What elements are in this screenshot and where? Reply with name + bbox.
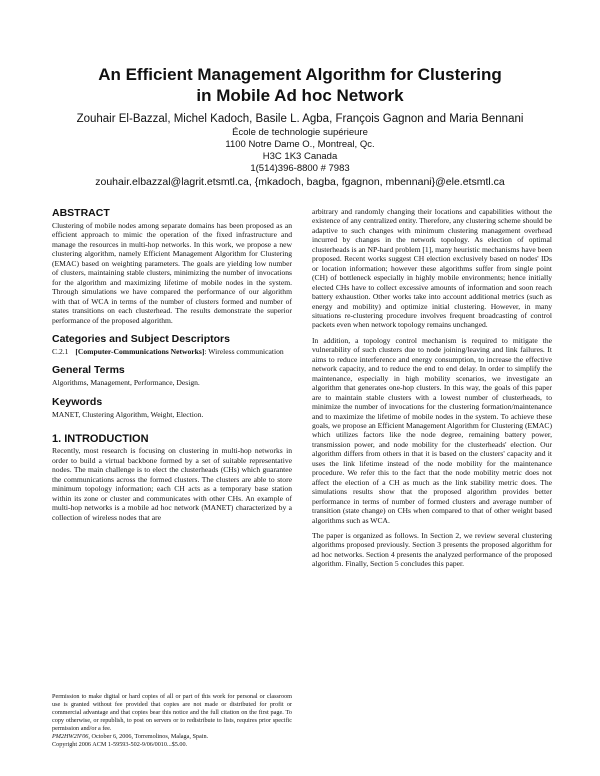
abstract-text: Clustering of mobile nodes among separate domains has been proposed as an efficient approach to mimic the operation of the fixed infrastructure and manage the resources in multi-hop networks. In this work, we propose a new clustering algorithm, namely Efficient Management Algorithm for Clustering (EMAC) based on weighting parameters. The goals are yielding low number of clusters, maintaining stable clusters, minimizing the number of invocations for the algorithm and maximizing lifetime of mobile nodes in the system. Through simulations we have compared the performance of our algorithm with that of WCA in terms of the number of clusters formed and number of states transitions on each clusterhead. The results demonstrate the superior performance of the proposed algorithm. bbox=[52, 221, 292, 325]
intro-paragraph-2: In addition, a topology control mechanism is required to mitigate the vulnerability of such clusters due to node joining/leaving and link failures. It aims to reduce interference and energy consumption, to increase the effective network capacity, and to reduce the end to end delay. In order to simplify the maintenance, especially in high mobility scenarios, we investigate an algorithm that generates one-hop clusters. In this way, the goals of this paper are to maintain stable clusters with a lowest number of clusterheads, to minimize the number of invocations for the clustering formation/maintenance and to maximize the lifetime of mobile nodes in the system. To achieve these goals, we propose an Efficient Management Algorithm for Clustering (EMAC) which utilizes factors like the node degree, remaining battery power, transmission power, and node mobility for the clusterheads' election. Our algorithm differs from others in that it is based on the clusters' capacity and it uses the link lifetime instead of the node mobility for the maintenance procedure. We refer this to the fact that the node mobility metric does not affect the election of a CH as much as the link stability metric does. The simulations results show that the proposed algorithm provides better performance in terms of number of formed clusters and average number of transition (state change) on CHs when compared to that of other weight based algorithms such as WCA. bbox=[312, 335, 552, 525]
conference-name: PM2HW2N'06, bbox=[52, 733, 90, 740]
categories-heading: Categories and Subject Descriptors bbox=[52, 332, 230, 345]
permission-text: Permission to make digital or hard copies of all or part of this work for personal or classroom use is granted without fee provided that copies are not made or distributed for profit or commercial advantage and that copies bear this notice and the full citation on the first page. To copy otherwise, or republish, to post on servers or to redistribute to lists, requires prior specific permission and/or a fee. bbox=[52, 693, 292, 732]
affiliation-street: 1100 Notre Dame O., Montreal, Qc. bbox=[225, 139, 375, 150]
ccs-category: [Computer-Communications Networks] bbox=[75, 346, 205, 356]
left-column bbox=[52, 207, 292, 522]
author-list: Zouhair El-Bazzal, Michel Kadoch, Basile L. Agba, François Gagnon and Maria Bennani bbox=[76, 113, 524, 125]
affiliation bbox=[100, 127, 500, 175]
intro-paragraph-1: arbitrary and randomly changing their locations and capabilities without the existence of any centralized entity. Therefore, any clustering scheme should be adaptive to such changes with minimum clustering management overhead incurred by changes in the network topology. As election of optimal clusterheads is an NP-hard problem [1], many heuristic mechanisms have been proposed. Recent works suggest CH election exclusively based on nodes' IDs or location information; however these algorithms suffer from single point (CH) of bottleneck especially in highly mobile environments; hence initially elected CHs have to collect excessive amounts of information and soon reach battery exhaustion. Other works take into account additional metrics (such as energy and mobility) and optimize initial clustering. However, in many situations re-clustering procedure involves frequent broadcasting of control packets even when network topology remains unchanged. bbox=[312, 207, 552, 330]
affiliation-postal: H3C 1K3 Canada bbox=[262, 151, 338, 162]
ccs-code: C.2.1 bbox=[52, 346, 69, 356]
right-column bbox=[312, 207, 552, 569]
keywords-heading: Keywords bbox=[52, 395, 103, 408]
title-line-1: An Efficient Management Algorithm for Clustering bbox=[98, 65, 502, 84]
keywords-text: MANET, Clustering Algorithm, Weight, Election. bbox=[52, 409, 204, 419]
paper-title bbox=[40, 64, 560, 106]
title-line-2: in Mobile Ad hoc Network bbox=[196, 86, 404, 105]
general-terms-text: Algorithms, Management, Performance, Design. bbox=[52, 378, 200, 388]
conference-details: October 6, 2006, Torremolinos, Malaga, Spain. bbox=[89, 733, 209, 740]
introduction-heading: 1. INTRODUCTION bbox=[52, 433, 149, 446]
author-emails: zouhair.elbazzal@lagrit.etsmtl.ca, {mkadoch, bagba, fgagnon, mbennani}@ele.etsmtl.ca bbox=[95, 176, 505, 188]
ccs-subcategory: : Wireless communication bbox=[204, 346, 284, 356]
affiliation-phone: 1(514)396-8800 # 7983 bbox=[250, 163, 350, 174]
general-terms-heading: General Terms bbox=[52, 364, 125, 377]
affiliation-institution: École de technologie supérieure bbox=[232, 127, 368, 138]
permission-notice bbox=[52, 693, 292, 749]
categories-text bbox=[52, 347, 292, 356]
copyright-line: Copyright 2006 ACM 1-59593-502-9/06/0010...$5.00. bbox=[52, 741, 188, 748]
intro-paragraph-3: The paper is organized as follows. In Section 2, we review several clustering algorithms proposed previously. Section 3 presents the proposed algorithm for ad hoc networks. Section 4 presents the analyzed performance of the proposed algorithm. Finally, Section 5 concludes this paper. bbox=[312, 530, 552, 569]
abstract-heading: ABSTRACT bbox=[52, 207, 110, 219]
introduction-text: Recently, most research is focusing on clustering in multi-hop networks in order to build a virtual backbone formed by a set of suitable representative nodes. The main challenge is to elect the clusterheads (CHs) which guarantee the communications across the formed clusters. The clusters are able to store minimum topology information; each CH acts as a temporary base station within its zone or cluster and communicates with other CHs. An example of multi-hop networks is a mobile ad hoc network (MANET) characterized by a collection of wireless nodes that are bbox=[52, 446, 292, 522]
